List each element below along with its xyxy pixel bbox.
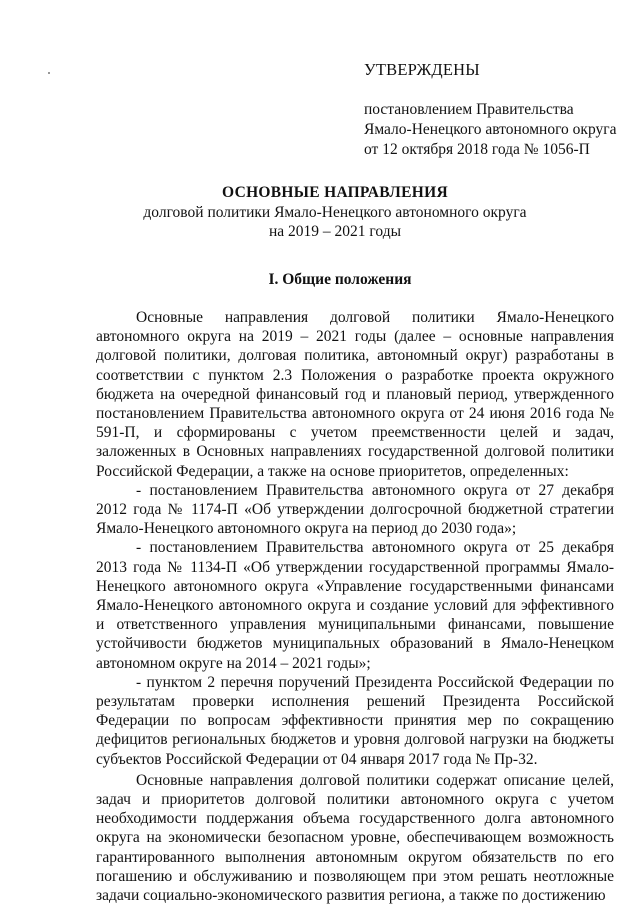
document-title <box>0 183 640 241</box>
paragraph: Основные направления долговой политики Ямало-Ненецкого автономного округа на 2019 – 2021 годы (далее – основные направления долговой политики, долговая политика, автономный округ) разработаны в соответствии с пунктом 2.3 Положения о разработке проекта окружного бюджета на очередной финансовый год и плановый период, утвержденного постановлением Правительства автономного округа от 24 июня 2016 года № 591-П, и сформированы с учетом преемственности целей и задач, заложенных в Основных направлениях государственной долговой политики Российской Федерации, а также на основе приоритетов, определенных: <box>96 309 614 480</box>
approval-line: постановлением Правительства <box>364 101 574 118</box>
paragraph: Основные направления долговой политики содержат описание целей, задач и приоритетов долговой политики автономного округа с учетом необходимости поддержания объема государственного долга автономного округа на экономически безопасном уровне, обеспечивающем возможность гарантированного выполнения автономным округом обязательств по его погашению и обслуживанию и позволяющем при этом решать неотложные задачи социально-экономического развития региона, а также по достижению <box>96 771 614 905</box>
scan-speck <box>48 72 50 74</box>
approval-stamp: УТВЕРЖДЕНЫ <box>364 60 480 79</box>
title-subtitle-line: на 2019 – 2021 годы <box>269 223 401 240</box>
section-heading: I. Общие положения <box>268 271 412 288</box>
title-subtitle-line: долговой политики Ямало-Ненецкого автономного округа <box>143 204 527 221</box>
list-item: - постановлением Правительства автономного округа от 27 декабря 2012 года № 1174-П «Об утверждении долгосрочной бюджетной стратегии Ямало-Ненецкого автономного округа на период до 2030 года»; <box>96 481 614 538</box>
approval-line: от 12 октября 2018 года № 1056-П <box>364 141 590 158</box>
list-item: - пунктом 2 перечня поручений Президента Российской Федерации по результатам проверки исполнения решений Президента Российской Федерации по вопросам эффективности принятия мер по сокращению дефицитов региональных бюджетов и уровня долговой нагрузки на бюджеты субъектов Российской Федерации от 04 января 2017 года № Пр-32. <box>96 673 614 768</box>
approval-block <box>364 60 624 160</box>
title-main: ОСНОВНЫЕ НАПРАВЛЕНИЯ <box>222 184 448 201</box>
body-text <box>96 308 614 905</box>
list-item: - постановлением Правительства автономного округа от 25 декабря 2013 года № 1134-П «Об утверждении государственной программы Ямало-Ненецкого автономного округа «Управление государственными финансами Ямало-Ненецкого автономного округа и создание условий для эффективного и ответственного управления муниципальными финансами, повышение устойчивости бюджетов муниципальных образований в Ямало-Ненецком автономном округе на 2014 – 2021 годы»; <box>96 539 614 672</box>
approval-line: Ямало-Ненецкого автономного округа <box>364 121 617 138</box>
